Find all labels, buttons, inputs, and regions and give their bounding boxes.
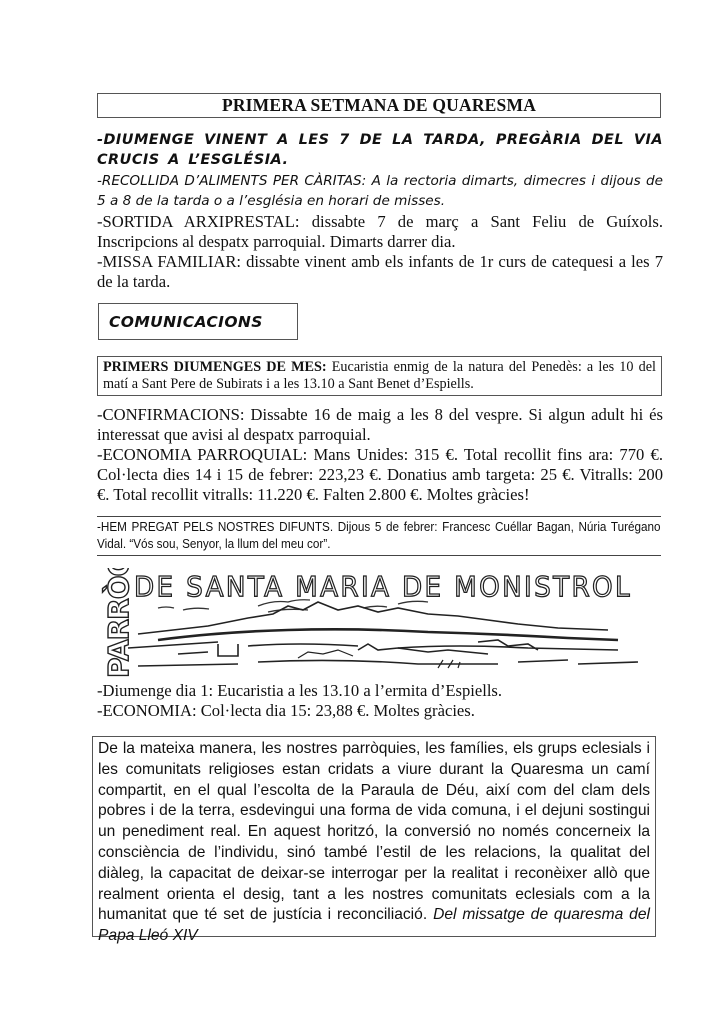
monistrol-eucharist-item: -Diumenge dia 1: Eucaristia a les 13.10 a l’ermita d’Espiells. [97,681,503,700]
logo-vertical-text: PARRÒQUIA [102,568,135,678]
announcement-via-crucis: -DIUMENGE VINENT A LES 7 DE LA TARDA, PREGÀRIA DEL VIA CRUCIS A L’ESGLÉSIA. [97,132,663,168]
deceased-notice: -HEM PREGAT PELS NOSTRES DIFUNTS. Dijous 5 de febrer: Francesc Cuéllar Bagan, Núria Turégano Vidal. “Vós sou, Senyor, la llum del meu cor”. [97,520,661,551]
lent-message-source: Del missatge de quaresma del Papa Lleó XIV [98,906,650,945]
divider-bottom [97,555,661,556]
mountains-icon [128,602,638,668]
communications-items [97,405,663,505]
first-sundays-label: PRIMERS DIUMENGES DE MES: [103,359,327,375]
section-title-box [97,93,661,118]
announcement-caritas-text: A la rectoria dimarts, dimecres i dijous de 5 a 8 de la tarda o a l’església en horari de misses. [97,173,663,209]
lent-message-box [92,736,656,945]
page-title: PRIMERA SETMANA DE QUARESMA [221,95,537,115]
monistrol-logo [98,568,658,680]
parish-economy-item: -ECONOMIA PARROQUIAL: Mans Unides: 315 €. Total recollit fins ara: 770 €. Col·lecta dies 14 i 15 de febrer: 223,23 €. Donatius amb targeta: 25 €. Vitralls: 200 €. Total recollit vitralls: 11.220 €. Falten 2.800 €. Moltes gràcies! [97,445,663,504]
lent-message-text: De la mateixa manera, les nostres parròquies, les famílies, els grups eclesials i les comunitats religioses estan cridats a viure durant la Quaresma un camí compartit, en el qual l’escolta de la Paraula de Déu, així com del clam dels pobres i de la terra, esdevingui una forma de vida comuna, i el dejuni sostingui un penediment real. En aquest horitzó, la conversió no només concerneix la consciència de l’individu, sinó també l’estil de les relacions, la qualitat del diàleg, la capacitat de deixar-se interrogar per la realitat i reconèixer allò que realment orienta el desig, tant a les nostres comunitats eclesials com a la humanitat que té set de justícia i reconciliació. [98,740,650,924]
confirmations-item: -CONFIRMACIONS: Dissabte 16 de maig a les 8 del vespre. Si algun adult hi és interessat que avisi al despatx parroquial. [97,405,663,444]
announcement-missa-familiar: -MISSA FAMILIAR: dissabte vinent amb els infants de 1r curs de catequesi a les 7 de la tarda. [97,252,663,291]
announcement-sortida: -SORTIDA ARXIPRESTAL: dissabte 7 de març a Sant Feliu de Guíxols. Inscripcions al despatx parroquial. Dimarts darrer dia. [97,212,663,251]
communications-heading: COMUNICACIONS [109,312,263,331]
first-sundays-box [97,356,662,396]
announcement-caritas [97,171,663,211]
landscape-illustration [98,568,658,680]
announcements [97,130,663,292]
first-sundays-text: Eucaristia enmig de la natura del Penedès: a les 10 del matí a Sant Pere de Subirats i a les 13.10 a Sant Benet d’Espiells. [103,359,656,392]
monistrol-economy-item: -ECONOMIA: Col·lecta dia 15: 23,88 €. Moltes gràcies. [97,701,475,720]
monistrol-items [97,681,663,721]
communications-heading-box [98,303,298,340]
logo-title-text: DE SANTA MARIA DE MONISTROL [134,570,632,603]
divider-top [97,516,661,517]
announcement-caritas-label: -RECOLLIDA D’ALIMENTS PER CÀRITAS: [97,173,367,189]
